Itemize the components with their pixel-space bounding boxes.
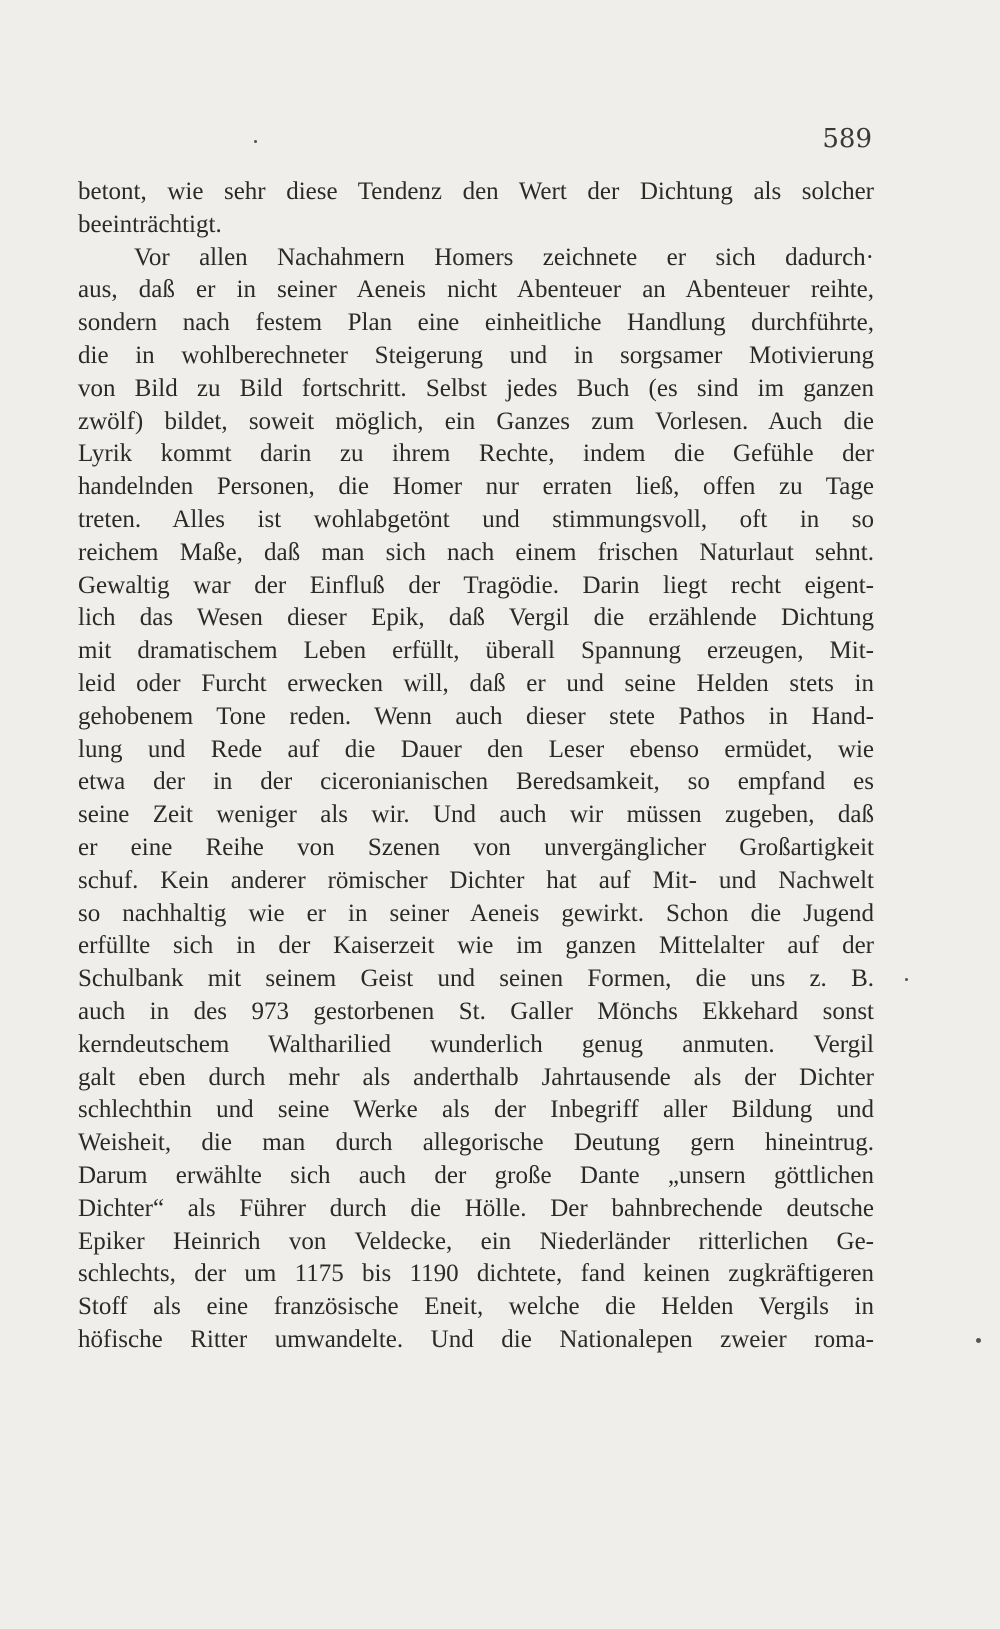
text-line: aus, daß er in seiner Aeneis nicht Abenteuer an Abenteuer reihte, xyxy=(78,276,874,304)
text-line: treten. Alles ist wohlabgetönt und stimmungsvoll, oft in so xyxy=(78,505,874,533)
text-line: die in wohlberechneter Steigerung und in sorgsamer Motivierung xyxy=(78,341,874,369)
paper-speck xyxy=(254,140,257,143)
text-line: lich das Wesen dieser Epik, daß Vergil die erzählende Dichtung xyxy=(78,604,874,632)
body-text xyxy=(78,176,874,1357)
text-line: sondern nach festem Plan eine einheitliche Handlung durchführte, xyxy=(78,309,874,337)
paper-speck xyxy=(905,978,908,981)
text-line: höfische Ritter umwandelte. Und die Nationalepen zweier roma- xyxy=(78,1325,874,1353)
text-line: Lyrik kommt darin zu ihrem Rechte, indem die Gefühle der xyxy=(78,440,874,468)
text-line: lung und Rede auf die Dauer den Leser ebenso ermüdet, wie xyxy=(78,735,874,763)
text-line: Stoff als eine französische Eneit, welche die Helden Vergils in xyxy=(78,1293,874,1321)
text-line: mit dramatischem Leben erfüllt, überall Spannung erzeugen, Mit- xyxy=(78,637,874,665)
text-line: schuf. Kein anderer römischer Dichter hat auf Mit- und Nachwelt xyxy=(78,866,874,894)
paper-speck xyxy=(976,1338,981,1343)
text-line: Epiker Heinrich von Veldecke, ein Niederländer ritterlichen Ge- xyxy=(78,1227,874,1255)
text-line: seine Zeit weniger als wir. Und auch wir müssen zugeben, daß xyxy=(78,801,874,829)
text-line: reichem Maße, daß man sich nach einem frischen Naturlaut sehnt. xyxy=(78,538,874,566)
text-line: beeinträchtigt. xyxy=(78,210,222,238)
text-line: Gewaltig war der Einfluß der Tragödie. Darin liegt recht eigent- xyxy=(78,571,874,599)
text-line: handelnden Personen, die Homer nur erraten ließ, offen zu Tage xyxy=(78,473,874,501)
text-line: leid oder Furcht erwecken will, daß er und seine Helden stets in xyxy=(78,669,874,697)
text-line: gehobenem Tone reden. Wenn auch dieser stete Pathos in Hand- xyxy=(78,702,874,730)
text-line: Dichter“ als Führer durch die Hölle. Der bahnbrechende deutsche xyxy=(78,1194,874,1222)
text-line: galt eben durch mehr als anderthalb Jahrtausende als der Dichter xyxy=(78,1063,874,1091)
text-line: von Bild zu Bild fortschritt. Selbst jedes Buch (es sind im ganzen xyxy=(78,374,874,402)
text-line: schlechts, der um 1175 bis 1190 dichtete, fand keinen zugkräftigeren xyxy=(78,1260,874,1288)
text-line: Schulbank mit seinem Geist und seinen Formen, die uns z. B. xyxy=(78,965,874,993)
text-line: so nachhaltig wie er in seiner Aeneis gewirkt. Schon die Jugend xyxy=(78,899,874,927)
text-line: auch in des 973 gestorbenen St. Galler Mönchs Ekkehard sonst xyxy=(78,997,874,1025)
text-line: erfüllte sich in der Kaiserzeit wie im ganzen Mittelalter auf der xyxy=(78,932,874,960)
text-line: Weisheit, die man durch allegorische Deutung gern hineintrug. xyxy=(78,1129,874,1157)
text-line: etwa der in der ciceronianischen Beredsamkeit, so empfand es xyxy=(78,768,874,796)
text-line: er eine Reihe von Szenen von unvergänglicher Großartigkeit xyxy=(78,833,874,861)
text-line: kerndeutschem Waltharilied wunderlich genug anmuten. Vergil xyxy=(78,1030,874,1058)
text-line: betont, wie sehr diese Tendenz den Wert der Dichtung als solcher xyxy=(78,178,874,205)
text-line: Vor allen Nachahmern Homers zeichnete er sich dadurch· xyxy=(134,243,874,271)
text-line: schlechthin und seine Werke als der Inbegriff aller Bildung und xyxy=(78,1096,874,1124)
text-line: Darum erwählte sich auch der große Dante „unsern göttlichen xyxy=(78,1161,874,1189)
page-number: 589 xyxy=(822,124,872,154)
text-line: zwölf) bildet, soweit möglich, ein Ganzes zum Vorlesen. Auch die xyxy=(78,407,874,435)
